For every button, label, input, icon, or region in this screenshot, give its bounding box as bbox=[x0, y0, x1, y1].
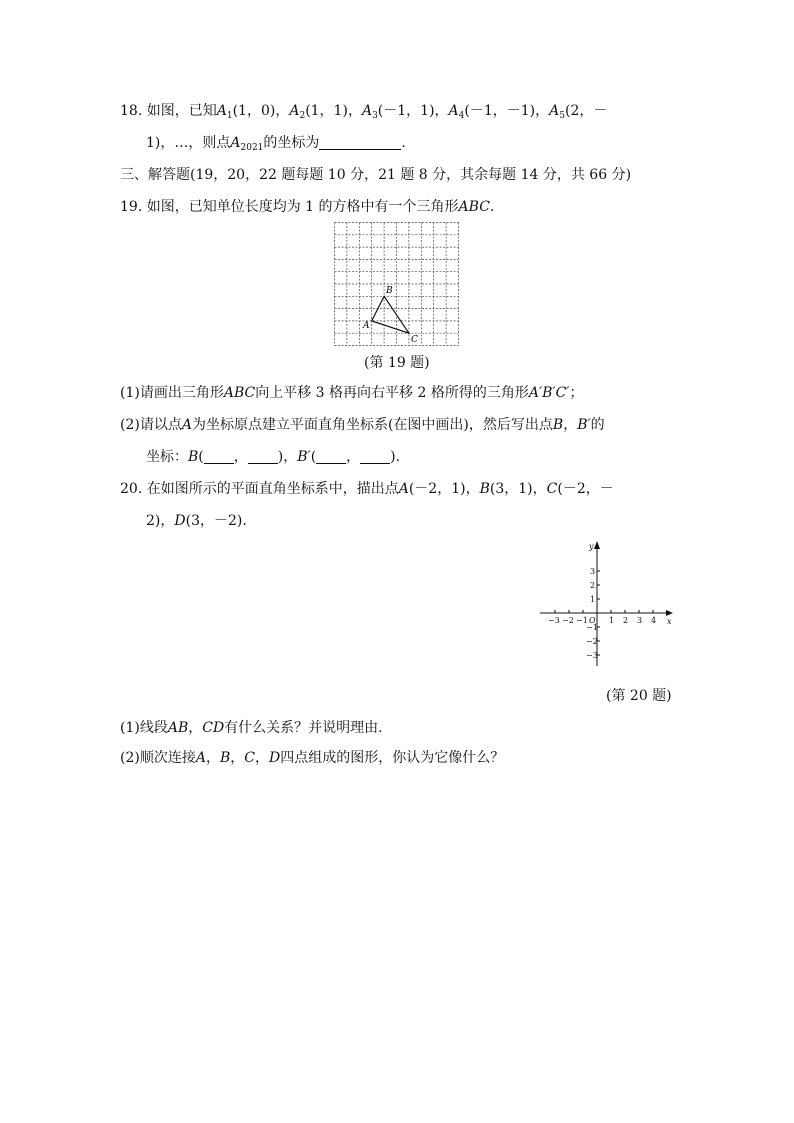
q20-part2-sep2: ， bbox=[230, 750, 245, 766]
q18-number: 18. bbox=[120, 103, 143, 119]
q18-a1-coord: (1，0) bbox=[232, 103, 276, 119]
q19-part1-end: ； bbox=[569, 385, 584, 401]
q19-b-y-blank[interactable] bbox=[248, 449, 278, 464]
origin-label: O bbox=[589, 616, 596, 625]
x-axis-arrow bbox=[666, 610, 673, 616]
q20-coordinate-figure bbox=[536, 538, 678, 670]
q19-grid-figure bbox=[334, 222, 460, 346]
q18-line2: 1)，…，则点$A_{2021}$的坐标为 . bbox=[146, 135, 406, 153]
y-tick-3: 3 bbox=[590, 567, 596, 576]
q20-part2-C: C bbox=[244, 750, 255, 766]
q19-part2-line2: 坐标：B( ， )，B′( ， ). bbox=[146, 449, 401, 465]
q20-part1 bbox=[120, 718, 383, 738]
q20-part1-sep: ， bbox=[188, 720, 203, 736]
q18-a4-coord: (－1，－1) bbox=[464, 103, 536, 119]
q18-a2-sub: 2 bbox=[299, 111, 306, 121]
q18-a1-sub: 1 bbox=[226, 111, 233, 121]
q20-part2-sep1: ， bbox=[205, 750, 220, 766]
q19-comma2: ， bbox=[346, 449, 361, 465]
q19-part1-mid: 向上平移 3 格再向右平移 2 格所得的三角形 bbox=[255, 385, 529, 401]
q19-part2-c: 的 bbox=[590, 417, 605, 433]
q19-grid-lines bbox=[335, 223, 459, 346]
q18-a3-sub: 3 bbox=[372, 111, 378, 121]
q19-part2-pointB: B bbox=[552, 417, 564, 433]
x-tick-neg2: −2 bbox=[562, 616, 574, 625]
q19-part1-tri2: A′B′C′ bbox=[528, 385, 570, 401]
q20-line1-text: 在如图所示的平面直角坐标系中，描出点 bbox=[146, 481, 399, 497]
q19-b2-x-blank[interactable] bbox=[316, 449, 346, 464]
q20-line2 bbox=[146, 511, 247, 531]
y-tick-neg3: −3 bbox=[586, 651, 598, 660]
q20-part2-A: A bbox=[195, 750, 206, 766]
q19-close1: )， bbox=[277, 449, 298, 465]
q20-part1-ab: AB bbox=[167, 720, 189, 736]
q20-part2-a: (2)顺次连接 bbox=[120, 750, 196, 766]
q20-cB: (3，1)， bbox=[489, 481, 547, 497]
q18-a3-coord: (－1，1) bbox=[377, 103, 435, 119]
q20-part1-b: 有什么关系？并说明理由. bbox=[224, 720, 383, 736]
label-A: A bbox=[363, 321, 370, 331]
q20-caption: (第 20 题) bbox=[606, 688, 672, 704]
q19-part1 bbox=[120, 383, 584, 403]
y-axis-label: y bbox=[589, 542, 594, 551]
label-C: C bbox=[411, 335, 418, 345]
y-tick-2: 2 bbox=[590, 581, 596, 590]
q20-number: 20. bbox=[120, 481, 143, 497]
q18-answer-blank[interactable] bbox=[319, 135, 401, 150]
q20-pC: C bbox=[546, 481, 558, 497]
x-tick-2: 2 bbox=[623, 616, 629, 625]
q18-a2-coord: (1，1) bbox=[305, 103, 348, 119]
q20-pA: A bbox=[398, 481, 409, 497]
q20-line1 bbox=[120, 479, 614, 499]
q20-part2-b: 四点组成的图形，你认为它像什么？ bbox=[280, 750, 505, 766]
x-tick-1: 1 bbox=[609, 616, 615, 625]
q19-stem-text: 如图，已知单位长度均为 1 的方格中有一个三角形 bbox=[146, 199, 459, 215]
q20-part1-cd: CD bbox=[202, 720, 225, 736]
q18-a5-sub: 5 bbox=[559, 111, 566, 121]
q20-part2-sep3: ， bbox=[254, 750, 269, 766]
q20-pB: B bbox=[479, 481, 490, 497]
q19-part2-pointA: A bbox=[181, 417, 192, 433]
q19-b2-y-blank[interactable] bbox=[360, 449, 390, 464]
q18-target-sub: 2021 bbox=[240, 143, 264, 153]
q19-part1-prefix: (1)请画出三角形 bbox=[120, 385, 224, 401]
q19-part2-B2: B′ bbox=[297, 449, 311, 465]
section3-title: 三、解答题(19，20，22 题每题 10 分，21 题 8 分，其余每题 14 分，共 66 分) bbox=[120, 167, 632, 183]
label-B: B bbox=[386, 286, 393, 296]
q20-cC: (－2，－ bbox=[557, 481, 614, 497]
q20-pD: D bbox=[174, 513, 186, 529]
y-tick-neg1: −1 bbox=[586, 623, 598, 632]
q18-intro: 如图，已知 bbox=[146, 103, 217, 119]
q20-part1-a: (1)线段 bbox=[120, 720, 168, 736]
q18-a4-sub: 4 bbox=[458, 111, 465, 121]
q19-part2-a: (2)请以点 bbox=[120, 417, 182, 433]
q19-part2-coord-label: 坐标： bbox=[146, 449, 188, 465]
q18-line2-end: 的坐标为 bbox=[263, 135, 320, 151]
q18-period: . bbox=[401, 135, 406, 151]
q19-part1-tri: ABC bbox=[223, 385, 256, 401]
x-tick-neg3: −3 bbox=[548, 616, 560, 625]
q19-part2-B: B bbox=[188, 449, 199, 465]
triangle-abc bbox=[372, 296, 409, 333]
q19-part2-pointB2: B′ bbox=[577, 417, 591, 433]
q18-line2-start: 1)，…，则点 bbox=[146, 135, 231, 151]
q20-part2-D: D bbox=[268, 750, 281, 766]
x-tick-4: 4 bbox=[651, 616, 657, 625]
q19-tri: ABC bbox=[458, 199, 490, 215]
x-axis-label: x bbox=[667, 617, 672, 626]
q20-part2-B: B bbox=[219, 750, 231, 766]
q19-part2-line1 bbox=[120, 415, 605, 435]
y-tick-1: 1 bbox=[590, 595, 596, 604]
q19-end: ). bbox=[390, 449, 401, 465]
q19-number: 19. bbox=[120, 199, 143, 215]
q18-a5-coord: (2，－ bbox=[565, 103, 608, 119]
q20-part2 bbox=[120, 748, 504, 768]
y-axis-arrow bbox=[594, 541, 600, 549]
q20-line2a: 2)， bbox=[146, 513, 175, 529]
q19-caption: (第 19 题) bbox=[364, 355, 430, 371]
x-tick-neg1: −1 bbox=[576, 616, 588, 625]
q19-part2-sep: ， bbox=[563, 417, 578, 433]
q19-b-x-blank[interactable] bbox=[204, 449, 234, 464]
y-tick-neg2: −2 bbox=[586, 637, 598, 646]
q20-cD: (3，－2). bbox=[185, 513, 247, 529]
q19-part2-b: 为坐标原点建立平面直角坐标系(在图中画出)，然后写出点 bbox=[191, 417, 553, 433]
q19-comma1: ， bbox=[233, 449, 248, 465]
q19-stem bbox=[120, 197, 494, 217]
x-tick-3: 3 bbox=[637, 616, 643, 625]
q20-cA: (－2，1)， bbox=[408, 481, 480, 497]
q19-period: . bbox=[489, 199, 495, 215]
q18-line1: 18. 如图，已知$A_1(1$，0)，$A_2(1$，1)，$A_3(-1$，1)，$A_4(-1$，－1)，$A_5(2$，－ bbox=[120, 103, 608, 121]
